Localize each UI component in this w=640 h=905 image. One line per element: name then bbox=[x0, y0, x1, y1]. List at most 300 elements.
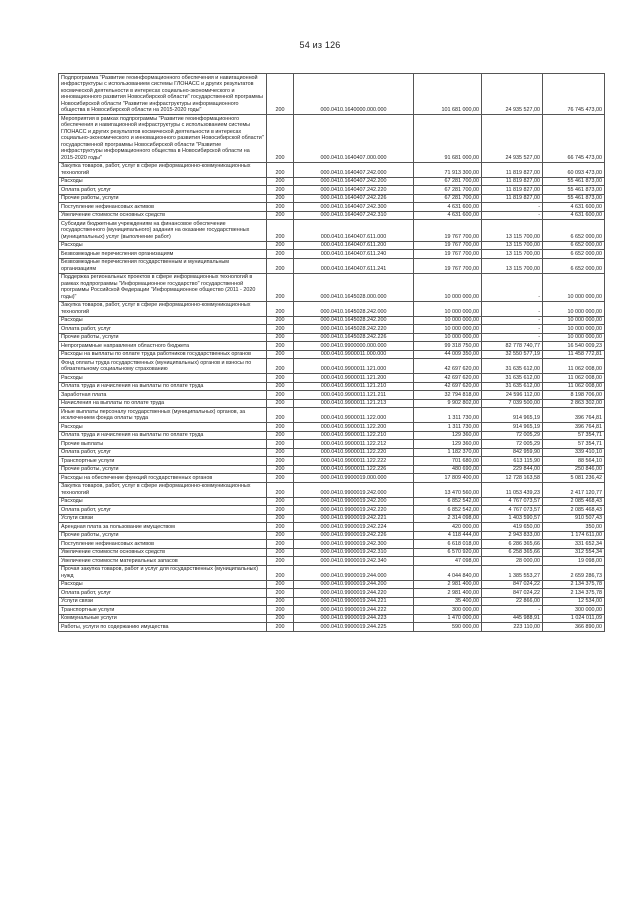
row-name-text: Работы, услуги по содержанию имущества bbox=[61, 623, 169, 630]
table-row bbox=[59, 250, 605, 259]
row-name-text: Оплата работ, услуг bbox=[61, 506, 112, 513]
table-row bbox=[59, 431, 605, 440]
row-classification-code-cell: 000.0410.9900019.000.000 bbox=[294, 474, 414, 483]
row-approved-amount-cell: 420 000,00 bbox=[414, 523, 482, 532]
row-code-cell: 200 bbox=[267, 115, 294, 163]
row-executed-amount-cell: - bbox=[482, 316, 543, 325]
row-classification-code-cell: 000.0410.1645028.242.000 bbox=[294, 301, 414, 316]
table-row bbox=[59, 211, 605, 220]
row-name-text: Расходы bbox=[61, 423, 83, 430]
row-classification-code-cell: 000.0410.1640407.611.240 bbox=[294, 250, 414, 259]
row-name-cell bbox=[59, 482, 267, 497]
row-executed-amount-cell: 1 403 590,57 bbox=[482, 514, 543, 523]
row-name-cell bbox=[59, 162, 267, 177]
row-executed-amount-cell: - bbox=[482, 606, 543, 615]
row-remaining-amount-cell: 366 890,00 bbox=[543, 623, 605, 632]
row-executed-amount-cell: - bbox=[482, 273, 543, 301]
row-code-cell: 200 bbox=[267, 211, 294, 220]
row-name-text: Прочие работы, услуги bbox=[61, 532, 119, 538]
row-code-cell: 200 bbox=[267, 514, 294, 523]
row-approved-amount-cell: 67 281 700,00 bbox=[414, 194, 482, 203]
table-row bbox=[59, 374, 605, 383]
row-name-cell bbox=[59, 531, 267, 540]
row-classification-code-cell: 000.0410.9900019.244.222 bbox=[294, 606, 414, 615]
row-code-cell: 200 bbox=[267, 431, 294, 440]
row-name-cell bbox=[59, 250, 267, 259]
row-name-cell bbox=[59, 523, 267, 532]
row-name-cell bbox=[59, 374, 267, 383]
row-classification-code-cell: 000.0410.9900011.121.213 bbox=[294, 399, 414, 408]
row-classification-code-cell: 000.0410.9900011.122.000 bbox=[294, 408, 414, 423]
row-executed-amount-cell: 13 115 700,00 bbox=[482, 241, 543, 250]
row-approved-amount-cell: 1 182 370,00 bbox=[414, 448, 482, 457]
row-remaining-amount-cell: 6 652 000,00 bbox=[543, 241, 605, 250]
row-executed-amount-cell: - bbox=[482, 211, 543, 220]
row-classification-code-cell: 000.0410.1640407.242.200 bbox=[294, 177, 414, 186]
row-classification-code-cell: 000.0410.9900011.121.210 bbox=[294, 382, 414, 391]
row-code-cell: 200 bbox=[267, 548, 294, 557]
row-remaining-amount-cell: 5 081 236,42 bbox=[543, 474, 605, 483]
row-name-cell bbox=[59, 350, 267, 359]
table-row bbox=[59, 514, 605, 523]
row-classification-code-cell: 000.0410.9900019.242.310 bbox=[294, 548, 414, 557]
row-name-cell bbox=[59, 391, 267, 400]
row-name-cell bbox=[59, 457, 267, 466]
row-name-text: Оплата труда и начисления на выплаты по оплате труда bbox=[61, 432, 204, 438]
table-row bbox=[59, 382, 605, 391]
row-name-text: Поступление нефинансовых активов bbox=[61, 203, 154, 210]
row-name-text: Прочие работы, услуги bbox=[61, 466, 119, 472]
row-name-cell bbox=[59, 606, 267, 615]
row-code-cell: 200 bbox=[267, 350, 294, 359]
table-row bbox=[59, 606, 605, 615]
row-name-cell bbox=[59, 580, 267, 589]
row-name-cell bbox=[59, 548, 267, 557]
row-approved-amount-cell: 42 697 620,00 bbox=[414, 359, 482, 374]
row-remaining-amount-cell: 2 863 302,00 bbox=[543, 399, 605, 408]
table-row bbox=[59, 474, 605, 483]
row-code-cell: 200 bbox=[267, 333, 294, 342]
row-name-text: Мероприятия в рамках подпрограммы "Развитие геоинформационного обеспечения и навигационной инфраструктуры с использованием системы ГЛОНАСС и других результатов космической деятельности в интересах социально-экономического и инновационного развития Новосибирской области" государственной программы Новосибирской области "Развитие инфраструктуры информационного общества в Новосибирской области на 2015-2020 годы" bbox=[61, 115, 264, 161]
row-remaining-amount-cell: 10 000 000,00 bbox=[543, 301, 605, 316]
row-code-cell: 200 bbox=[267, 506, 294, 515]
row-executed-amount-cell: 24 596 112,00 bbox=[482, 391, 543, 400]
table-row bbox=[59, 580, 605, 589]
row-executed-amount-cell: 13 115 700,00 bbox=[482, 250, 543, 259]
row-code-cell: 200 bbox=[267, 482, 294, 497]
row-name-text: Прочие работы, услуги bbox=[61, 334, 119, 340]
table-row bbox=[59, 333, 605, 342]
row-name-cell bbox=[59, 448, 267, 457]
row-name-cell bbox=[59, 241, 267, 250]
table-row bbox=[59, 391, 605, 400]
row-code-cell: 200 bbox=[267, 497, 294, 506]
table-row bbox=[59, 589, 605, 598]
row-name-text: Закупка товаров, работ, услуг в сфере информационно-коммуникационных технологий bbox=[61, 302, 251, 315]
row-approved-amount-cell: 10 000 000,00 bbox=[414, 316, 482, 325]
row-code-cell: 200 bbox=[267, 220, 294, 242]
row-approved-amount-cell: 129 360,00 bbox=[414, 431, 482, 440]
row-classification-code-cell: 000.0410.1640407.242.300 bbox=[294, 203, 414, 212]
row-code-cell: 200 bbox=[267, 580, 294, 589]
row-executed-amount-cell: 842 959,90 bbox=[482, 448, 543, 457]
table-row bbox=[59, 194, 605, 203]
row-executed-amount-cell: 223 110,00 bbox=[482, 623, 543, 632]
row-classification-code-cell: 000.0410.9900011.121.200 bbox=[294, 374, 414, 383]
row-code-cell: 200 bbox=[267, 74, 294, 115]
row-name-text: Фонд оплаты труда государственных (муниципальных) органов и взносы по обязательному социальному страхованию bbox=[61, 359, 252, 372]
row-code-cell: 200 bbox=[267, 623, 294, 632]
row-classification-code-cell: 000.0410.1645028.000.000 bbox=[294, 273, 414, 301]
row-approved-amount-cell: 6 618 018,00 bbox=[414, 540, 482, 549]
row-remaining-amount-cell: 55 461 873,00 bbox=[543, 194, 605, 203]
row-code-cell: 200 bbox=[267, 597, 294, 606]
row-executed-amount-cell: 24 935 527,00 bbox=[482, 74, 543, 115]
row-code-cell: 200 bbox=[267, 523, 294, 532]
row-code-cell: 200 bbox=[267, 474, 294, 483]
row-remaining-amount-cell: 2 085 468,43 bbox=[543, 506, 605, 515]
row-name-text: Услуги связи bbox=[61, 515, 93, 521]
row-executed-amount-cell: - bbox=[482, 325, 543, 334]
table-row bbox=[59, 457, 605, 466]
row-executed-amount-cell: 847 024,22 bbox=[482, 589, 543, 598]
row-classification-code-cell: 000.0410.1640407.242.000 bbox=[294, 162, 414, 177]
row-classification-code-cell: 000.0410.9900019.244.220 bbox=[294, 589, 414, 598]
row-remaining-amount-cell: 2 417 120,77 bbox=[543, 482, 605, 497]
row-name-text: Прочие выплаты bbox=[61, 440, 104, 447]
table-row bbox=[59, 342, 605, 351]
row-name-cell bbox=[59, 465, 267, 474]
row-code-cell: 200 bbox=[267, 203, 294, 212]
table-row bbox=[59, 623, 605, 632]
row-remaining-amount-cell: 396 764,81 bbox=[543, 423, 605, 432]
row-remaining-amount-cell: 60 093 473,00 bbox=[543, 162, 605, 177]
row-classification-code-cell: 000.0410.1640407.000.000 bbox=[294, 115, 414, 163]
row-executed-amount-cell: 24 935 527,00 bbox=[482, 115, 543, 163]
row-remaining-amount-cell: 910 507,43 bbox=[543, 514, 605, 523]
row-executed-amount-cell: - bbox=[482, 203, 543, 212]
table-row bbox=[59, 316, 605, 325]
row-name-text: Увеличение стоимости материальных запасов bbox=[61, 557, 178, 564]
row-classification-code-cell: 000.0410.9900019.244.225 bbox=[294, 623, 414, 632]
row-approved-amount-cell: 99 318 750,00 bbox=[414, 342, 482, 351]
row-executed-amount-cell: 4 767 073,57 bbox=[482, 506, 543, 515]
row-approved-amount-cell: 4 631 600,00 bbox=[414, 211, 482, 220]
row-classification-code-cell: 000.0410.9900011.122.226 bbox=[294, 465, 414, 474]
row-name-cell bbox=[59, 186, 267, 195]
row-name-text: Оплата работ, услуг bbox=[61, 325, 112, 332]
row-approved-amount-cell: 1 311 730,00 bbox=[414, 423, 482, 432]
row-name-text: Расходы bbox=[61, 581, 83, 587]
row-approved-amount-cell: 6 570 920,00 bbox=[414, 548, 482, 557]
row-code-cell: 200 bbox=[267, 606, 294, 615]
row-code-cell: 200 bbox=[267, 186, 294, 195]
row-name-cell bbox=[59, 333, 267, 342]
row-name-text: Расходы bbox=[61, 178, 83, 184]
row-code-cell: 200 bbox=[267, 359, 294, 374]
row-code-cell: 200 bbox=[267, 448, 294, 457]
budget-table-body bbox=[59, 74, 605, 632]
row-executed-amount-cell: - bbox=[482, 301, 543, 316]
row-name-cell bbox=[59, 177, 267, 186]
row-code-cell: 200 bbox=[267, 316, 294, 325]
row-remaining-amount-cell: 12 534,00 bbox=[543, 597, 605, 606]
row-code-cell: 200 bbox=[267, 589, 294, 598]
row-name-text: Оплата работ, услуг bbox=[61, 186, 112, 193]
row-name-text: Поддержка региональных проектов в сфере информационных технологий в рамках подпрограммы "Информационное государство" государственной программы Российской Федерации "Информационное общество (2011 - 2020 годы)" bbox=[61, 274, 256, 300]
row-executed-amount-cell: 11 819 827,00 bbox=[482, 186, 543, 195]
table-row bbox=[59, 325, 605, 334]
row-name-cell bbox=[59, 623, 267, 632]
table-row bbox=[59, 220, 605, 242]
row-executed-amount-cell: 31 635 612,00 bbox=[482, 374, 543, 383]
row-executed-amount-cell: 11 819 827,00 bbox=[482, 177, 543, 186]
row-name-text: Подпрограмма "Развитие геоинформационного обеспечения и навигационной инфраструктуры с использованием системы ГЛОНАСС и других результатов космической деятельности в интересах социально-экономического и инновационного развития Новосибирской области" государственной программы Новосибирской области "Развитие инфраструктуры информационного общества в Новосибирской области на 2015-2020 годы" bbox=[61, 74, 263, 113]
row-classification-code-cell: 000.0410.1640407.242.220 bbox=[294, 186, 414, 195]
row-remaining-amount-cell: 57 354,71 bbox=[543, 440, 605, 449]
row-name-text: Расходы bbox=[61, 242, 83, 248]
row-executed-amount-cell: 13 115 700,00 bbox=[482, 258, 543, 273]
row-classification-code-cell: 000.0410.9900011.122.220 bbox=[294, 448, 414, 457]
table-row bbox=[59, 506, 605, 515]
row-name-cell bbox=[59, 440, 267, 449]
row-remaining-amount-cell: 6 652 000,00 bbox=[543, 258, 605, 273]
row-executed-amount-cell: 445 988,91 bbox=[482, 614, 543, 623]
row-approved-amount-cell: 10 000 000,00 bbox=[414, 273, 482, 301]
row-remaining-amount-cell: 66 745 473,00 bbox=[543, 115, 605, 163]
row-remaining-amount-cell: 339 410,10 bbox=[543, 448, 605, 457]
row-approved-amount-cell: 19 767 700,00 bbox=[414, 241, 482, 250]
row-remaining-amount-cell: 1 174 611,00 bbox=[543, 531, 605, 540]
row-approved-amount-cell: 91 681 000,00 bbox=[414, 115, 482, 163]
row-name-text: Оплата работ, услуг bbox=[61, 589, 112, 596]
row-name-text: Коммунальные услуги bbox=[61, 615, 117, 621]
row-remaining-amount-cell: 19 098,00 bbox=[543, 557, 605, 566]
row-approved-amount-cell: 19 767 700,00 bbox=[414, 250, 482, 259]
row-code-cell: 200 bbox=[267, 457, 294, 466]
row-approved-amount-cell: 2 981 400,00 bbox=[414, 580, 482, 589]
row-remaining-amount-cell: 11 062 008,00 bbox=[543, 359, 605, 374]
row-name-cell bbox=[59, 540, 267, 549]
row-approved-amount-cell: 19 767 700,00 bbox=[414, 258, 482, 273]
row-executed-amount-cell: 32 550 577,19 bbox=[482, 350, 543, 359]
budget-table bbox=[58, 73, 605, 632]
row-approved-amount-cell: 4 118 444,00 bbox=[414, 531, 482, 540]
row-executed-amount-cell: 914 965,19 bbox=[482, 408, 543, 423]
row-approved-amount-cell: 300 000,00 bbox=[414, 606, 482, 615]
row-code-cell: 200 bbox=[267, 177, 294, 186]
row-approved-amount-cell: 101 681 000,00 bbox=[414, 74, 482, 115]
row-remaining-amount-cell: 2 134 375,78 bbox=[543, 580, 605, 589]
row-name-cell bbox=[59, 565, 267, 580]
row-approved-amount-cell: 6 852 542,00 bbox=[414, 497, 482, 506]
row-code-cell: 200 bbox=[267, 162, 294, 177]
row-name-text: Иные выплаты персоналу государственных (муниципальных) органов, за исключением фонда оплаты труда bbox=[61, 408, 246, 421]
row-name-cell bbox=[59, 514, 267, 523]
table-row bbox=[59, 301, 605, 316]
row-classification-code-cell: 000.0410.9900000.000.000 bbox=[294, 342, 414, 351]
row-name-cell bbox=[59, 273, 267, 301]
row-classification-code-cell: 000.0410.1640407.242.310 bbox=[294, 211, 414, 220]
table-row bbox=[59, 440, 605, 449]
row-executed-amount-cell: 22 866,00 bbox=[482, 597, 543, 606]
table-row bbox=[59, 465, 605, 474]
row-remaining-amount-cell: 331 652,34 bbox=[543, 540, 605, 549]
row-remaining-amount-cell: 10 000 000,00 bbox=[543, 273, 605, 301]
row-code-cell: 200 bbox=[267, 465, 294, 474]
table-row bbox=[59, 359, 605, 374]
row-approved-amount-cell: 701 680,00 bbox=[414, 457, 482, 466]
row-name-cell bbox=[59, 614, 267, 623]
row-remaining-amount-cell: 55 461 873,00 bbox=[543, 177, 605, 186]
row-approved-amount-cell: 590 000,00 bbox=[414, 623, 482, 632]
row-approved-amount-cell: 42 697 620,00 bbox=[414, 382, 482, 391]
row-name-cell bbox=[59, 359, 267, 374]
row-classification-code-cell: 000.0410.9900011.122.210 bbox=[294, 431, 414, 440]
row-classification-code-cell: 000.0410.9900019.242.300 bbox=[294, 540, 414, 549]
row-name-text: Непрограммные направления областного бюджета bbox=[61, 342, 190, 349]
row-code-cell: 200 bbox=[267, 399, 294, 408]
row-name-text: Расходы на обеспечение функций государственных органов bbox=[61, 474, 213, 481]
row-approved-amount-cell: 71 913 300,00 bbox=[414, 162, 482, 177]
row-approved-amount-cell: 67 281 700,00 bbox=[414, 186, 482, 195]
row-classification-code-cell: 000.0410.9900019.244.221 bbox=[294, 597, 414, 606]
row-name-text: Прочие работы, услуги bbox=[61, 195, 119, 201]
row-approved-amount-cell: 1 311 730,00 bbox=[414, 408, 482, 423]
row-name-cell bbox=[59, 589, 267, 598]
row-remaining-amount-cell: 350,00 bbox=[543, 523, 605, 532]
row-executed-amount-cell: 6 286 365,66 bbox=[482, 540, 543, 549]
row-approved-amount-cell: 13 470 560,00 bbox=[414, 482, 482, 497]
row-executed-amount-cell: 11 053 439,23 bbox=[482, 482, 543, 497]
row-classification-code-cell: 000.0410.9900011.121.000 bbox=[294, 359, 414, 374]
table-row bbox=[59, 565, 605, 580]
row-name-text: Прочая закупка товаров, работ и услуг для государственных (муниципальных) нужд bbox=[61, 566, 259, 579]
row-remaining-amount-cell: 11 062 008,00 bbox=[543, 382, 605, 391]
row-executed-amount-cell: 31 635 612,00 bbox=[482, 359, 543, 374]
table-row bbox=[59, 448, 605, 457]
row-remaining-amount-cell: 2 134 375,78 bbox=[543, 589, 605, 598]
row-name-text: Начисления на выплаты по оплате труда bbox=[61, 400, 165, 406]
row-approved-amount-cell: 17 809 400,00 bbox=[414, 474, 482, 483]
row-name-cell bbox=[59, 301, 267, 316]
row-name-cell bbox=[59, 342, 267, 351]
table-row bbox=[59, 74, 605, 115]
row-name-cell bbox=[59, 506, 267, 515]
row-approved-amount-cell: 10 000 000,00 bbox=[414, 333, 482, 342]
row-code-cell: 200 bbox=[267, 531, 294, 540]
row-executed-amount-cell: 229 844,00 bbox=[482, 465, 543, 474]
table-row bbox=[59, 162, 605, 177]
row-approved-amount-cell: 1 470 000,00 bbox=[414, 614, 482, 623]
row-approved-amount-cell: 129 360,00 bbox=[414, 440, 482, 449]
row-executed-amount-cell: 12 728 163,58 bbox=[482, 474, 543, 483]
row-code-cell: 200 bbox=[267, 194, 294, 203]
row-remaining-amount-cell: 2 659 286,73 bbox=[543, 565, 605, 580]
row-executed-amount-cell: 11 819 827,00 bbox=[482, 162, 543, 177]
row-approved-amount-cell: 480 690,00 bbox=[414, 465, 482, 474]
row-name-cell bbox=[59, 325, 267, 334]
table-row bbox=[59, 531, 605, 540]
row-approved-amount-cell: 10 000 000,00 bbox=[414, 301, 482, 316]
row-classification-code-cell: 000.0410.9900019.244.000 bbox=[294, 565, 414, 580]
row-name-text: Арендная плата за пользование имуществом bbox=[61, 523, 175, 530]
row-name-text: Услуги связи bbox=[61, 598, 93, 604]
row-executed-amount-cell: 6 258 365,66 bbox=[482, 548, 543, 557]
table-row bbox=[59, 177, 605, 186]
row-classification-code-cell: 000.0410.1645028.242.226 bbox=[294, 333, 414, 342]
row-executed-amount-cell: 613 115,90 bbox=[482, 457, 543, 466]
row-remaining-amount-cell: 2 085 468,43 bbox=[543, 497, 605, 506]
row-name-text: Расходы bbox=[61, 374, 83, 381]
row-executed-amount-cell: 419 650,00 bbox=[482, 523, 543, 532]
row-approved-amount-cell: 42 697 620,00 bbox=[414, 374, 482, 383]
row-executed-amount-cell: 847 024,22 bbox=[482, 580, 543, 589]
row-remaining-amount-cell: 300 000,00 bbox=[543, 606, 605, 615]
row-name-text: Поступление нефинансовых активов bbox=[61, 540, 154, 547]
row-name-text: Расходы bbox=[61, 498, 83, 504]
row-name-text: Увеличение стоимости основных средств bbox=[61, 212, 166, 218]
row-classification-code-cell: 000.0410.9900019.242.220 bbox=[294, 506, 414, 515]
row-approved-amount-cell: 2 314 098,00 bbox=[414, 514, 482, 523]
row-remaining-amount-cell: 1 024 011,09 bbox=[543, 614, 605, 623]
row-classification-code-cell: 000.0410.1640407.242.226 bbox=[294, 194, 414, 203]
row-name-text: Оплата труда и начисления на выплаты по оплате труда bbox=[61, 383, 204, 389]
row-code-cell: 200 bbox=[267, 391, 294, 400]
row-name-cell bbox=[59, 203, 267, 212]
page-number: 54 из 126 bbox=[299, 40, 341, 50]
row-executed-amount-cell: 13 115 700,00 bbox=[482, 220, 543, 242]
row-classification-code-cell: 000.0410.1640407.611.200 bbox=[294, 241, 414, 250]
row-name-cell bbox=[59, 557, 267, 566]
row-classification-code-cell: 000.0410.9900011.122.200 bbox=[294, 423, 414, 432]
row-name-text: Заработная плата bbox=[61, 391, 107, 398]
row-approved-amount-cell: 9 902 802,00 bbox=[414, 399, 482, 408]
table-row bbox=[59, 482, 605, 497]
row-name-text: Увеличение стоимости основных средств bbox=[61, 549, 166, 555]
row-code-cell: 200 bbox=[267, 325, 294, 334]
row-approved-amount-cell: 6 852 542,00 bbox=[414, 506, 482, 515]
row-code-cell: 200 bbox=[267, 241, 294, 250]
row-remaining-amount-cell: 6 652 000,00 bbox=[543, 220, 605, 242]
row-executed-amount-cell: 31 635 612,00 bbox=[482, 382, 543, 391]
row-name-text: Субсидии бюджетным учреждениям на финансовое обеспечение государственного (муниципального) задания на оказание государственных (муниципальных) услуг (выполнение работ) bbox=[61, 220, 250, 240]
table-row bbox=[59, 523, 605, 532]
row-approved-amount-cell: 2 981 400,00 bbox=[414, 589, 482, 598]
row-remaining-amount-cell: 8 198 706,00 bbox=[543, 391, 605, 400]
row-name-text: Транспортные услуги bbox=[61, 606, 115, 613]
row-code-cell: 200 bbox=[267, 423, 294, 432]
table-row bbox=[59, 186, 605, 195]
row-executed-amount-cell: 11 819 827,00 bbox=[482, 194, 543, 203]
row-classification-code-cell: 000.0410.9900019.242.221 bbox=[294, 514, 414, 523]
row-approved-amount-cell: 4 044 840,00 bbox=[414, 565, 482, 580]
row-remaining-amount-cell: 57 354,71 bbox=[543, 431, 605, 440]
row-remaining-amount-cell: 10 000 000,00 bbox=[543, 325, 605, 334]
table-row bbox=[59, 115, 605, 163]
row-approved-amount-cell: 32 794 818,00 bbox=[414, 391, 482, 400]
row-classification-code-cell: 000.0410.1645028.242.200 bbox=[294, 316, 414, 325]
row-classification-code-cell: 000.0410.9900011.000.000 bbox=[294, 350, 414, 359]
row-name-text: Оплата работ, услуг bbox=[61, 449, 112, 455]
row-code-cell: 200 bbox=[267, 614, 294, 623]
table-row bbox=[59, 350, 605, 359]
row-classification-code-cell: 000.0410.1640407.611.241 bbox=[294, 258, 414, 273]
row-name-cell bbox=[59, 258, 267, 273]
row-remaining-amount-cell: 4 631 600,00 bbox=[543, 203, 605, 212]
row-name-text: Безвозмездные перечисления государственным и муниципальным организациям bbox=[61, 259, 230, 272]
row-classification-code-cell: 000.0410.9900019.242.000 bbox=[294, 482, 414, 497]
